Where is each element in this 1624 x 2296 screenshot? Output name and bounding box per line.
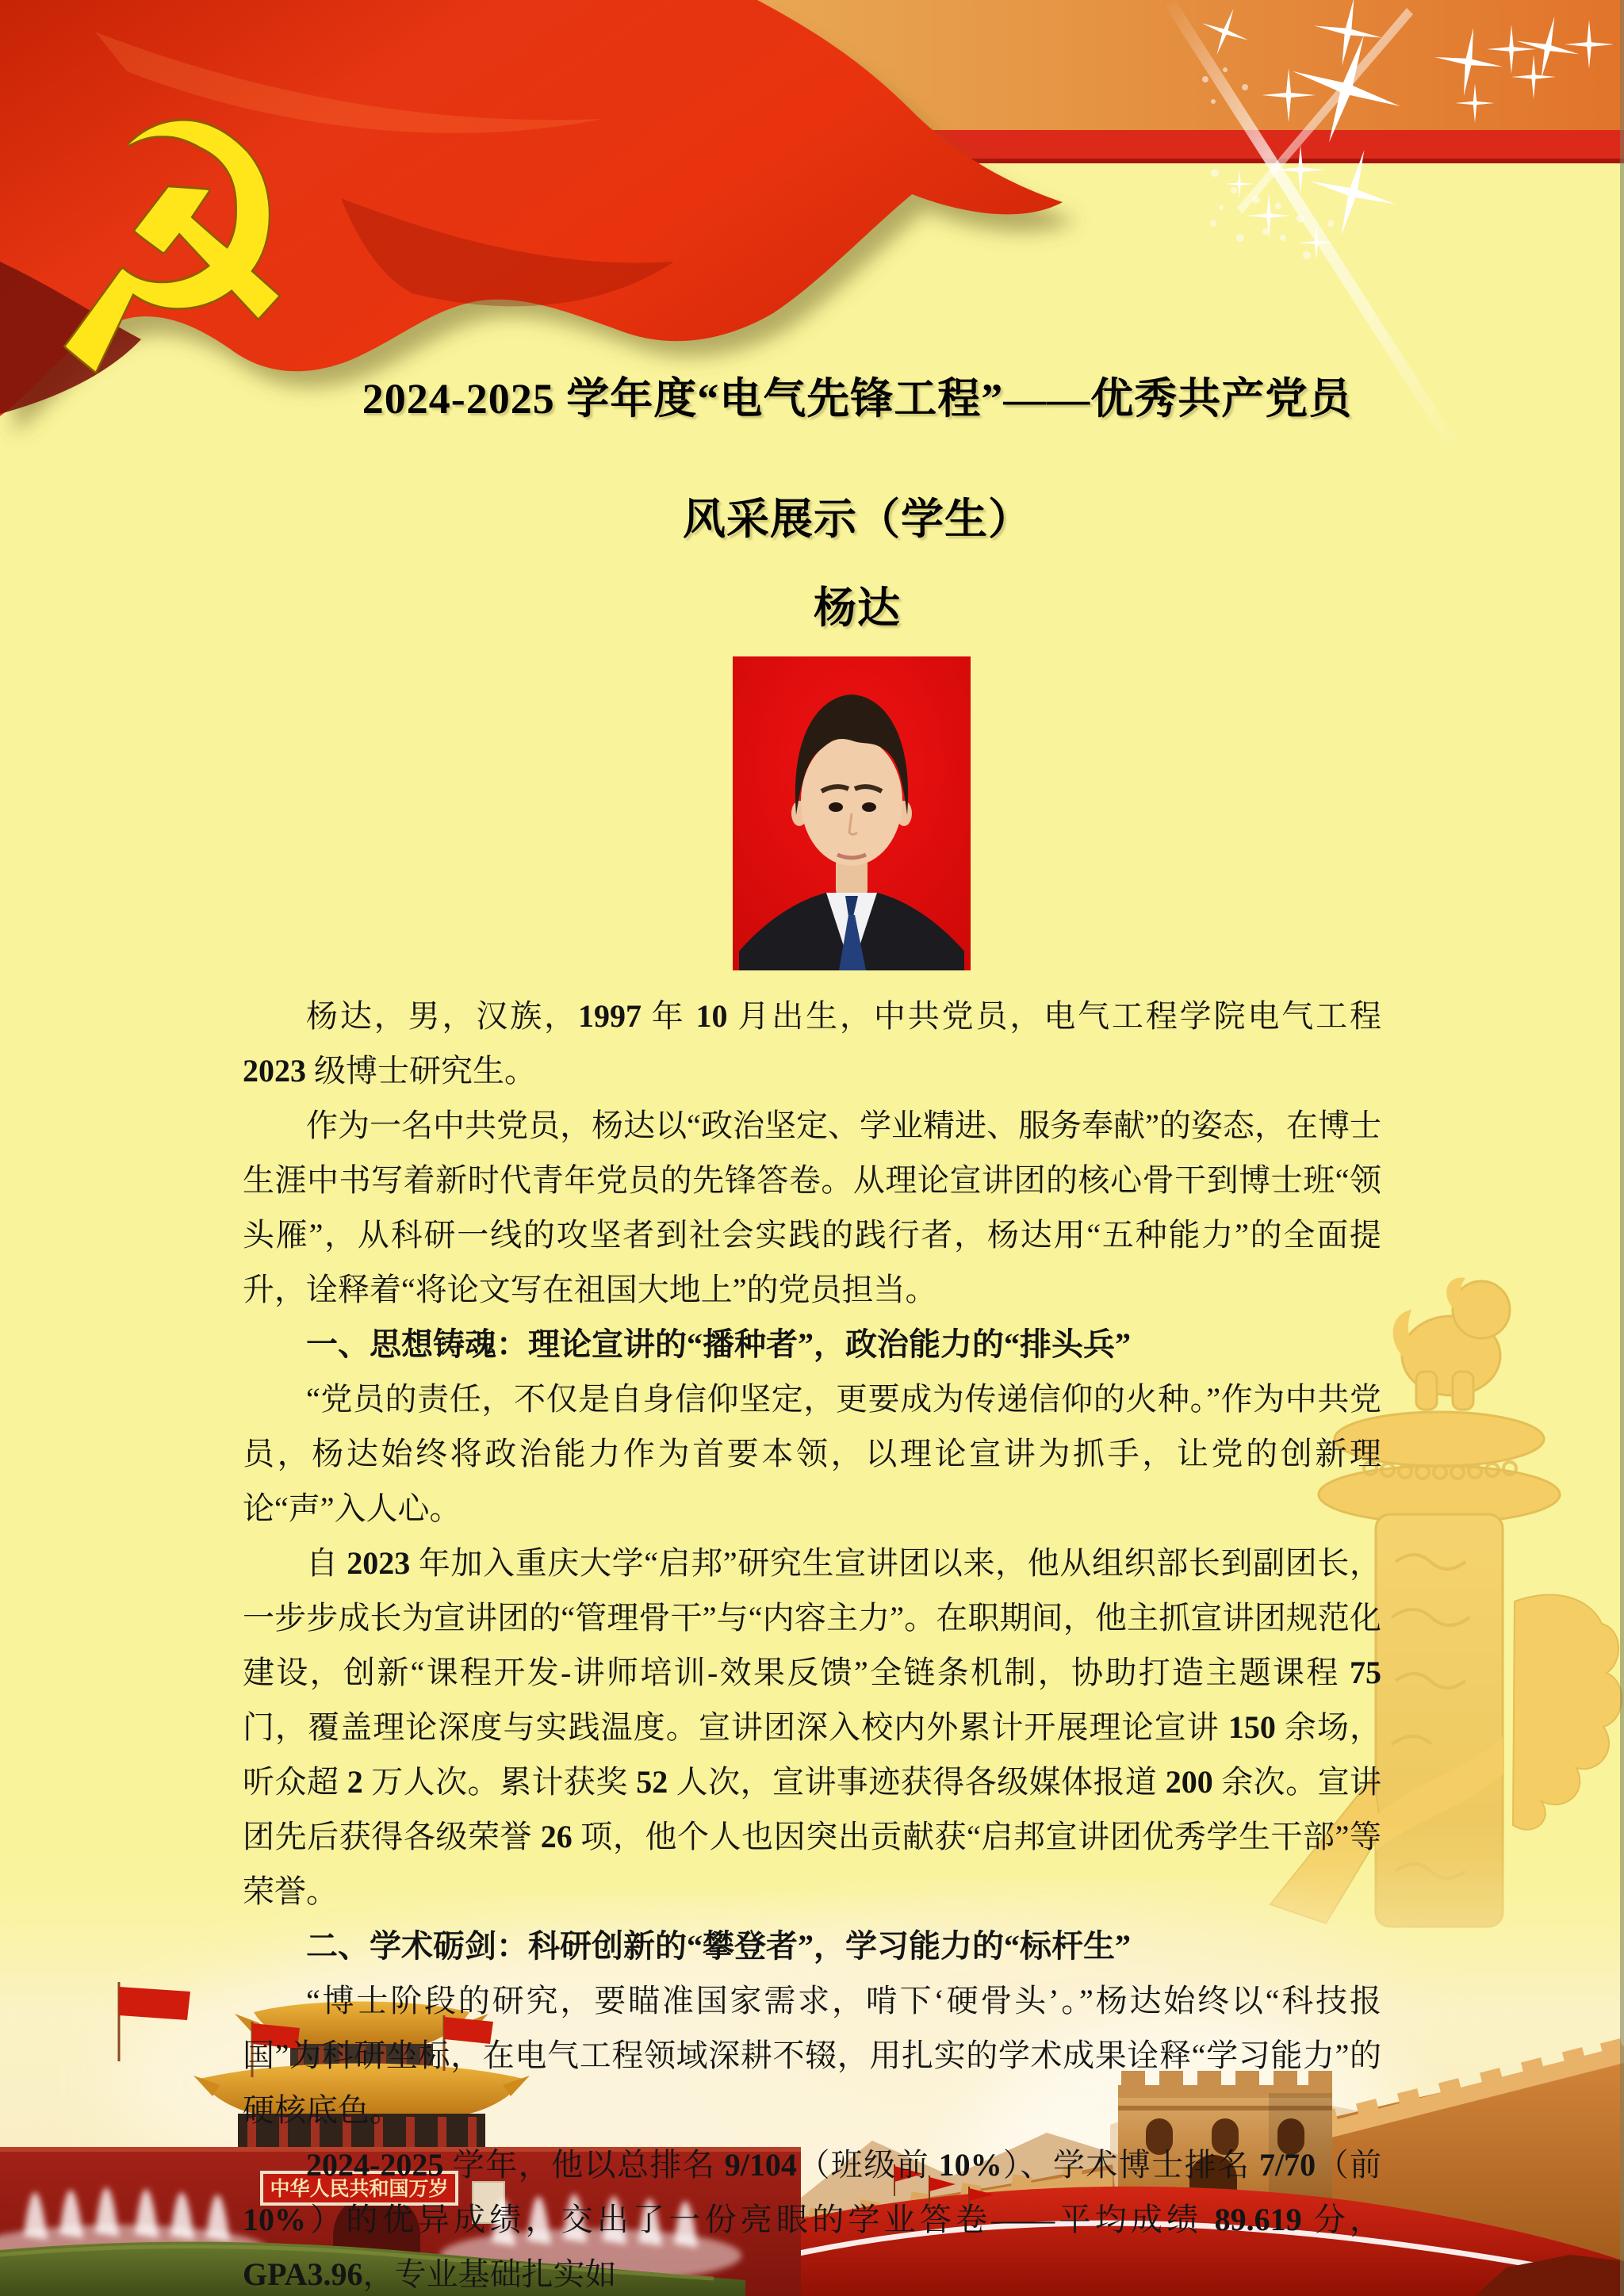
portrait-photo (733, 656, 971, 970)
body-paragraph: “博士阶段的研究，要瞄准国家需求，啃下‘硬骨头’。”杨达始终以“科技报国”为科研坐标，在电气工程领域深耕不辍，用扎实的学术成果诠释“学习能力”的硬核底色。 (243, 1983, 1381, 2128)
body-paragraph: 自 2023 年加入重庆大学“启邦”研究生宣讲团以来，他从组织部长到副团长，一步步成长为宣讲团的“管理骨干”与“内容主力”。在职期间，他主抓宣讲团规范化建设，创新“课程开发-讲师培训-效果反馈”全链条机制，协助打造主题课程 75 门，覆盖理论深度与实践温度。宣讲团深入校内外累计开展理论宣讲 150 余场，听众超 2 万人次。累计获奖 52 人次，宣讲事迹获得各级媒体报道 200 余次。宣讲团先后获得各级荣誉 26 项，他个人也因突出贡献获“启邦宣讲团优秀学生干部”等荣誉。 (243, 1545, 1382, 1909)
page-edge (1620, 0, 1624, 2296)
body-paragraph: 2024-2025 学年，他以总排名 9/104（班级前 10%）、学术博士排名 7/70（前 10%）的优异成绩，交出了一份亮眼的学业答卷——平均成绩 89.619 分，GPA3.96，专业基础扎实如 (243, 2147, 1382, 2292)
plaque-label: 中华人民共和国万岁 (270, 2179, 449, 2200)
page-title: 2024-2025 学年度“电气先锋工程”——优秀共产党员 (362, 375, 1353, 423)
section-heading: 一、思想铸魂：理论宣讲的“播种者”，政治能力的“排头兵” (306, 1326, 1131, 1362)
page-subtitle: 风采展示（学生） (683, 496, 1032, 543)
body-paragraph: 杨达，男，汉族，1997 年 10 月出生，中共党员，电气工程学院电气工程 2023 级博士研究生。 (243, 998, 1382, 1089)
hammer-sickle-icon: ☭ (41, 53, 303, 453)
person-name: 杨达 (814, 584, 901, 632)
body-text (243, 989, 1381, 2296)
section-heading: 二、学术砺剑：科研创新的“攀登者”，学习能力的“标杆生” (306, 1928, 1131, 1964)
body-paragraph: “党员的责任，不仅是自身信仰坚定，更要成为传递信仰的火种。”作为中共党员，杨达始终将政治能力作为首要本领，以理论宣讲为抓手，让党的创新理论“声”入人心。 (243, 1381, 1381, 1526)
body-paragraph: 作为一名中共党员，杨达以“政治坚定、学业精进、服务奉献”的姿态，在博士生涯中书写着新时代青年党员的先锋答卷。从理论宣讲团的核心骨干到博士班“领头雁”，从科研一线的攻坚者到社会实践的践行者，杨达用“五种能力”的全面提升，诠释着“将论文写在祖国大地上”的党员担当。 (243, 1108, 1381, 1307)
